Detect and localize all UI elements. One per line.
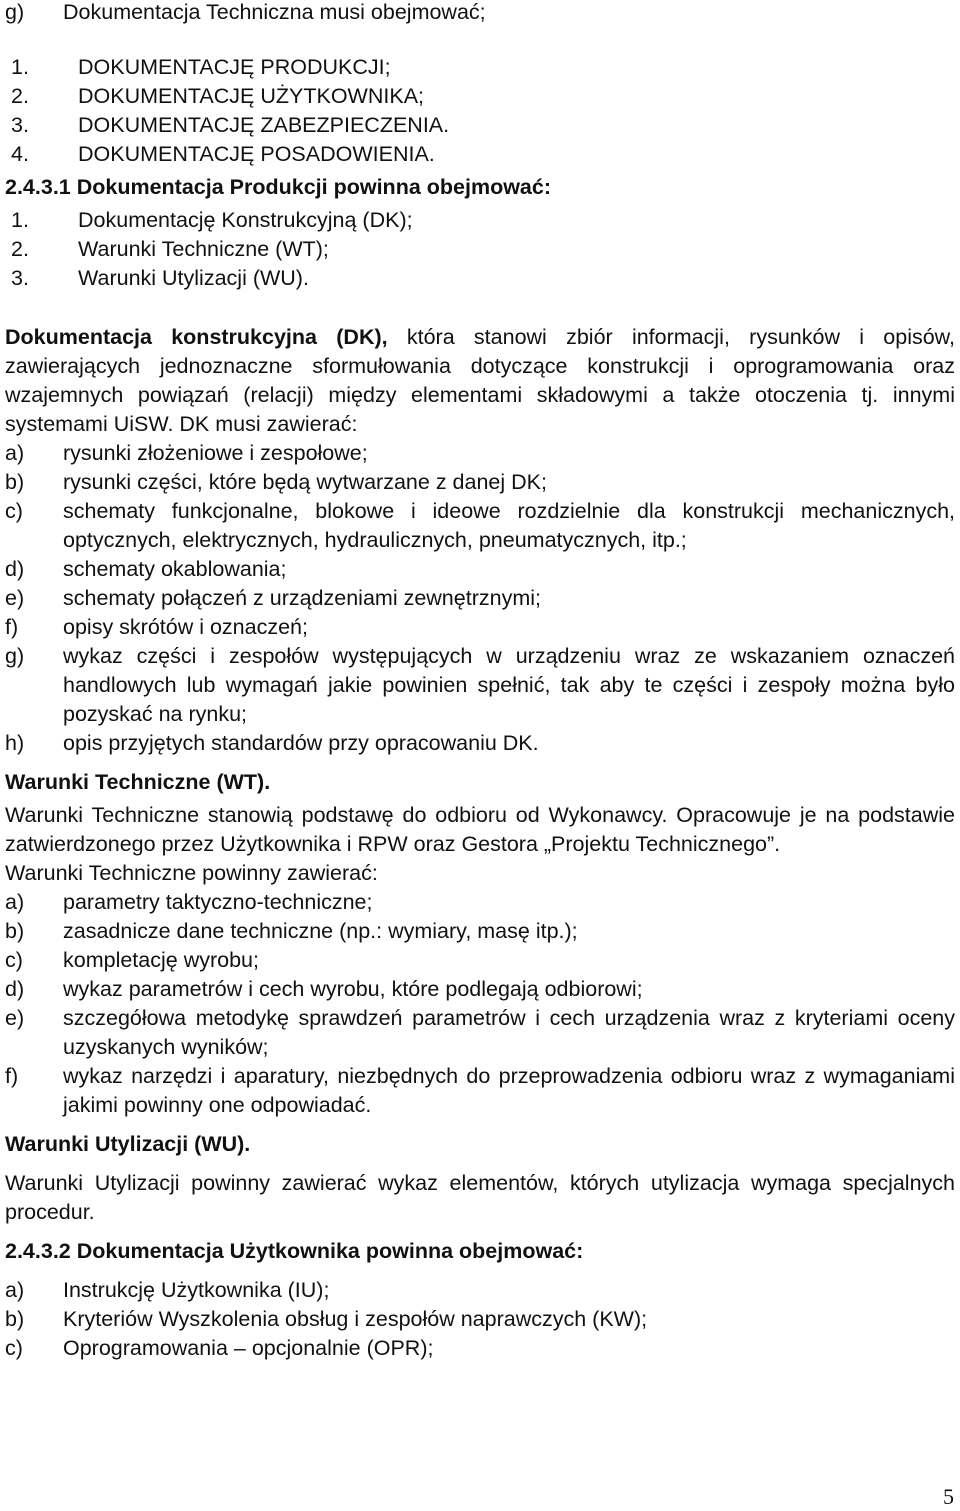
list-item: 2. Warunki Techniczne (WT);: [11, 237, 329, 261]
list-item: a) rysunki złożeniowe i zespołowe;: [5, 441, 368, 465]
list-item: h) opis przyjętych standardów przy opracowaniu DK.: [5, 731, 539, 755]
list-item: 1. DOKUMENTACJĘ PRODUKCJI;: [11, 55, 391, 79]
section-heading-2431: 2.4.3.1 Dokumentacja Produkcji powinna obejmować:: [5, 175, 552, 199]
list-item: d) wykaz parametrów i cech wyrobu, które podlegają odbiorowi;: [5, 977, 643, 1001]
wu-heading: Warunki Utylizacji (WU).: [5, 1132, 251, 1156]
doc-types-list: [5, 53, 955, 169]
user-doc-items-list: [5, 1276, 955, 1363]
list-item: 4. DOKUMENTACJĘ POSADOWIENIA.: [11, 142, 435, 166]
wt-heading: Warunki Techniczne (WT).: [5, 770, 271, 794]
list-label: g): [5, 0, 25, 24]
list-item: 3. DOKUMENTACJĘ ZABEZPIECZENIA.: [11, 113, 450, 137]
wt-items-list: [5, 888, 955, 1120]
intro-item-g: [5, 0, 955, 27]
list-item: c) kompletację wyrobu;: [5, 948, 259, 972]
list-item: 2. DOKUMENTACJĘ UŻYTKOWNIKA;: [11, 84, 425, 108]
dk-items-list: [5, 439, 955, 758]
list-item: c) Oprogramowania – opcjonalnie (OPR);: [5, 1336, 434, 1360]
production-items-list: [5, 206, 955, 293]
section-heading-2432: 2.4.3.2 Dokumentacja Użytkownika powinna obejmować:: [5, 1239, 584, 1263]
wu-paragraph: Warunki Utylizacji powinny zawierać wykaz elementów, których utylizacja wymaga specjalnych procedur.: [5, 1171, 955, 1224]
list-item: b) Kryteriów Wyszkolenia obsług i zespołów naprawczych (KW);: [5, 1307, 648, 1331]
list-item: f) wykaz narzędzi i aparatury, niezbędnych do przeprowadzenia odbioru wraz z wymaganiami jakimi powinny one odpowiadać.: [5, 1064, 955, 1117]
dk-lead-bold: Dokumentacja konstrukcyjna (DK),: [5, 325, 388, 349]
list-item: c) schematy funkcjonalne, blokowe i ideowe rozdzielnie dla konstrukcji mechanicznych, optycznych, elektrycznych, hydraulicznych, pneumatycznych, itp.;: [5, 499, 955, 552]
dk-lead-text: która stanowi zbiór informacji, rysunków i opisów, zawierających jednoznaczne sformułowania dotyczące konstrukcji i oprogramowania oraz wzajemnych powiązań (relacji) między elementami składowymi a także otoczenia tj. innymi systemami UiSW. DK musi zawierać:: [5, 325, 955, 436]
list-item: f) opisy skrótów i oznaczeń;: [5, 615, 308, 639]
wt-paragraph-1: Warunki Techniczne stanowią podstawę do odbioru od Wykonawcy. Opracowuje je na podstawie zatwierdzonego przez Użytkownika i RPW oraz Gestora „Projektu Technicznego”.: [5, 803, 955, 856]
list-item: b) zasadnicze dane techniczne (np.: wymiary, masę itp.);: [5, 919, 578, 943]
list-text: Dokumentacja Techniczna musi obejmować;: [63, 0, 486, 24]
list-item: d) schematy okablowania;: [5, 557, 287, 581]
document-page: [5, 0, 955, 1363]
list-item: 1. Dokumentację Konstrukcyjną (DK);: [11, 208, 413, 232]
list-item: 3. Warunki Utylizacji (WU).: [11, 266, 309, 290]
list-item: g) wykaz części i zespołów występujących w urządzeniu wraz ze wskazaniem oznaczeń handlowych lub wymagań jakie powinien spełnić, tak aby te części i zespoły można było pozyskać na rynku;: [5, 644, 955, 726]
dk-paragraph: [5, 323, 955, 439]
list-item: a) parametry taktyczno-techniczne;: [5, 890, 373, 914]
list-item: b) rysunki części, które będą wytwarzane z danej DK;: [5, 470, 547, 494]
list-item: a) Instrukcję Użytkownika (IU);: [5, 1278, 330, 1302]
list-item: e) szczegółowa metodykę sprawdzeń parametrów i cech urządzenia wraz z kryteriami oceny uzyskanych wyników;: [5, 1006, 955, 1059]
wt-paragraph-2: Warunki Techniczne powinny zawierać:: [5, 861, 378, 885]
page-number: 5: [943, 1484, 954, 1509]
list-item: e) schematy połączeń z urządzeniami zewnętrznymi;: [5, 586, 541, 610]
